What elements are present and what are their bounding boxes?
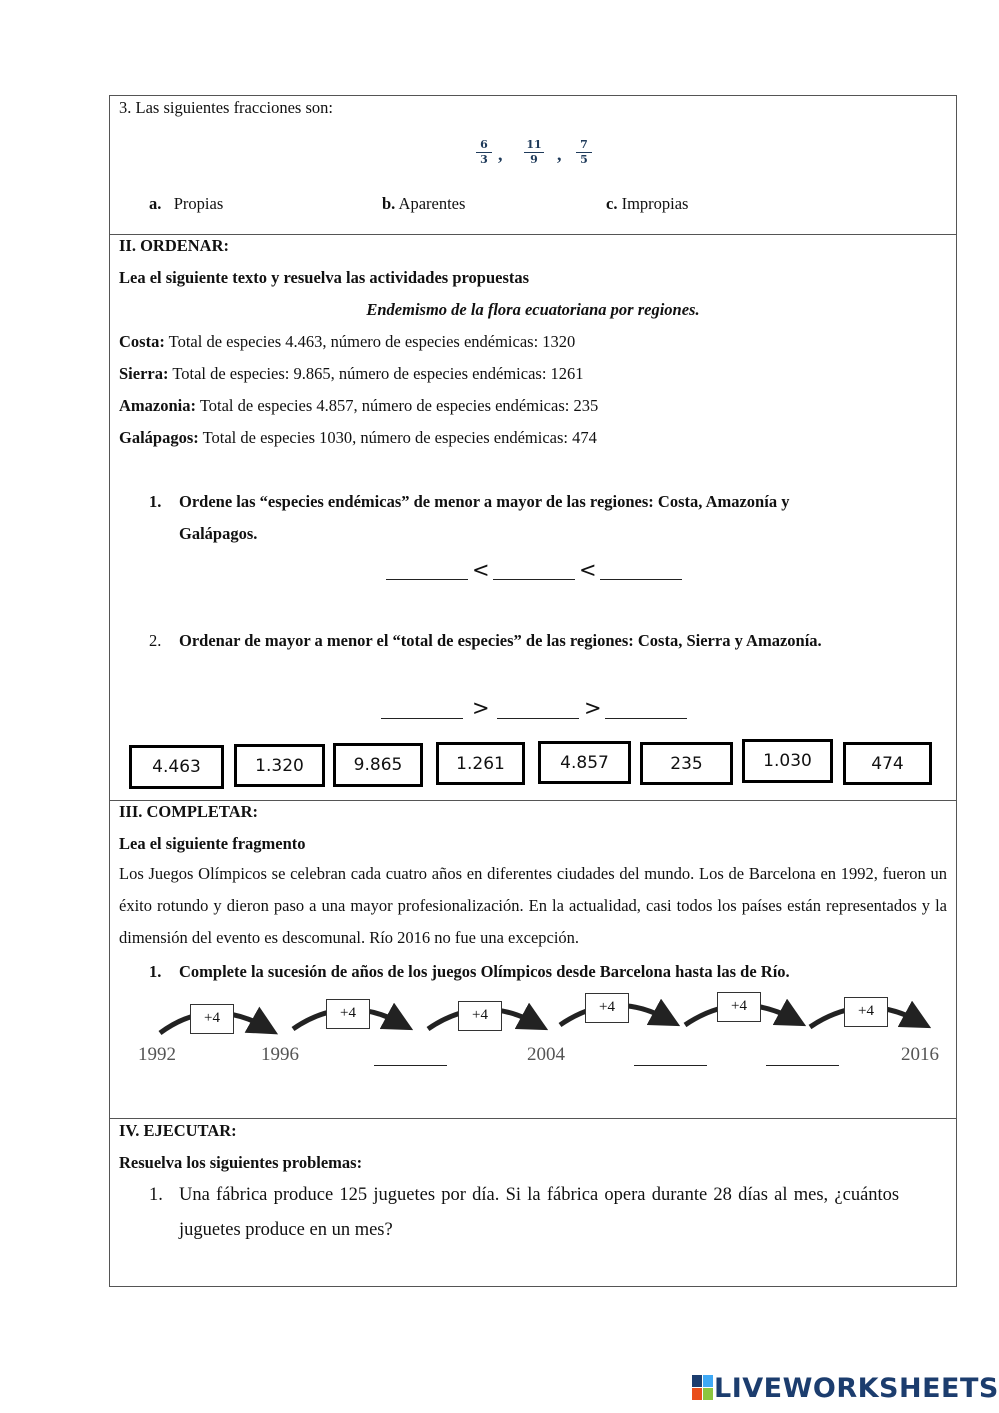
region-amazonia: Amazonia: Total de especies 4.857, número de especies endémicas: 235 bbox=[119, 396, 599, 415]
section-completar-heading: III. COMPLETAR: bbox=[119, 802, 259, 821]
drag-box-4463[interactable]: 4.463 bbox=[129, 745, 224, 789]
option-b[interactable]: b. Aparentes bbox=[382, 194, 466, 213]
year-2016: 2016 bbox=[901, 1044, 939, 1065]
drag-box-235[interactable]: 235 bbox=[640, 742, 733, 785]
olympics-paragraph: Los Juegos Olímpicos se celebran cada cuatro años en diferentes ciudades del mundo. Los de Barcelona en 1992, fueron un éxito rotundo y dieron paso a una mayor profesionalización. En la actualidad, casi todos los países están representados y la dimensión del evento es descomunal. Río 2016 no fue una excepción. bbox=[119, 864, 947, 947]
fraction-question: 3. Las siguientes fracciones son: bbox=[119, 98, 333, 117]
greater-than-sign: > bbox=[584, 696, 602, 720]
year-blank-input[interactable] bbox=[374, 1049, 447, 1066]
year-1992: 1992 bbox=[138, 1044, 176, 1065]
answer-blank[interactable] bbox=[386, 564, 468, 580]
drag-box-1320[interactable]: 1.320 bbox=[234, 744, 325, 787]
step-plus4-box: +4 bbox=[326, 999, 370, 1029]
answer-blank[interactable] bbox=[381, 703, 463, 719]
worksheet-table bbox=[109, 95, 957, 1287]
fraction-comma: , bbox=[498, 144, 503, 164]
year-2004: 2004 bbox=[527, 1044, 565, 1065]
liveworksheets-logo-icon bbox=[692, 1375, 714, 1401]
drag-box-1261[interactable]: 1.261 bbox=[436, 742, 525, 785]
ejecutar-q-line2: juguetes produce en un mes? bbox=[179, 1220, 393, 1240]
answer-blank[interactable] bbox=[497, 703, 579, 719]
step-plus4-box: +4 bbox=[585, 993, 629, 1023]
ejecutar-instruction: Resuelva los siguientes problemas: bbox=[119, 1153, 363, 1172]
drag-box-1030[interactable]: 1.030 bbox=[742, 739, 833, 783]
region-galapagos: Galápagos: Total de especies 1030, número de especies endémicas: 474 bbox=[119, 428, 597, 447]
completar-q-text: Complete la sucesión de años de los juegos Olímpicos desde Barcelona hasta las de Río. bbox=[179, 962, 790, 981]
ordenar-instruction: Lea el siguiente texto y resuelva las actividades propuestas bbox=[119, 268, 530, 287]
region-sierra: Sierra: Total de especies: 9.865, número de especies endémicas: 1261 bbox=[119, 364, 584, 383]
liveworksheets-logo bbox=[692, 1373, 999, 1403]
fraction-comma: , bbox=[557, 144, 562, 164]
region-costa: Costa: Total de especies 4.463, número de especies endémicas: 1320 bbox=[119, 332, 576, 351]
q2-text: Ordenar de mayor a menor el “total de especies” de las regiones: Costa, Sierra y Amazonía. bbox=[179, 631, 822, 650]
ejecutar-q-number: 1. bbox=[149, 1185, 163, 1205]
completar-q-number: 1. bbox=[149, 962, 162, 981]
fraction-11-9: $\frac{11}{9}$ bbox=[524, 138, 544, 167]
q1-text-line2: Galápagos. bbox=[179, 524, 258, 543]
year-blank-input[interactable] bbox=[634, 1049, 707, 1066]
fraction-7-5: $\frac{7}{5}$ bbox=[576, 138, 592, 167]
step-plus4-box: +4 bbox=[844, 997, 888, 1027]
ejecutar-q-line1: Una fábrica produce 125 juguetes por día. Si la fábrica opera durante 28 días al mes, ¿cuántos bbox=[179, 1185, 900, 1205]
section-ejecutar-heading: IV. EJECUTAR: bbox=[119, 1121, 237, 1140]
greater-than-sign: > bbox=[472, 696, 490, 720]
year-1996: 1996 bbox=[261, 1044, 299, 1065]
sequence-arrows-icon bbox=[150, 991, 940, 1051]
drag-box-9865[interactable]: 9.865 bbox=[333, 743, 423, 787]
answer-blank[interactable] bbox=[493, 564, 575, 580]
step-plus4-box: +4 bbox=[717, 992, 761, 1022]
section-divider bbox=[110, 234, 956, 235]
answer-blank[interactable] bbox=[605, 703, 687, 719]
q2-number: 2. bbox=[149, 631, 162, 650]
section-divider bbox=[110, 1118, 956, 1119]
section-divider bbox=[110, 800, 956, 801]
step-plus4-box: +4 bbox=[190, 1004, 234, 1034]
drag-box-4857[interactable]: 4.857 bbox=[538, 741, 631, 784]
section-ordenar-heading: II. ORDENAR: bbox=[119, 236, 230, 255]
less-than-sign: < bbox=[579, 558, 597, 582]
less-than-sign: < bbox=[472, 558, 490, 582]
q1-number: 1. bbox=[149, 492, 162, 511]
brand-name: LIVEWORKSHEETS bbox=[714, 1372, 999, 1404]
step-plus4-box: +4 bbox=[458, 1001, 502, 1031]
drag-box-474[interactable]: 474 bbox=[843, 742, 932, 785]
completar-instruction: Lea el siguiente fragmento bbox=[119, 834, 306, 853]
q1-text-line1: Ordene las “especies endémicas” de menor a mayor de las regiones: Costa, Amazonía y bbox=[179, 492, 790, 511]
fraction-6-3: $\frac{6}{3}$ bbox=[476, 138, 492, 167]
option-a[interactable]: a. Propias bbox=[149, 194, 224, 213]
year-blank-input[interactable] bbox=[766, 1049, 839, 1066]
text-title: Endemismo de la flora ecuatoriana por regiones. bbox=[366, 300, 700, 319]
answer-blank[interactable] bbox=[600, 564, 682, 580]
option-c[interactable]: c. Impropias bbox=[606, 194, 689, 213]
